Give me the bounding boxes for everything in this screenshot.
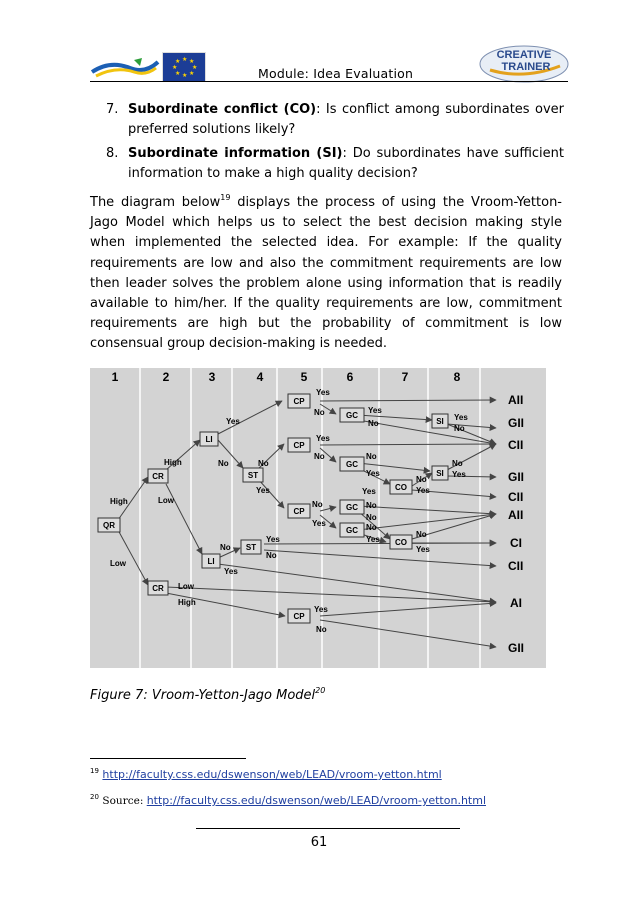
footnote-prefix: Source: [102,795,147,807]
svg-text:QR: QR [103,521,115,530]
edge-label: Yes [266,535,280,544]
footer-rule [196,828,460,829]
svg-text:CR: CR [152,472,164,481]
svg-text:GC: GC [346,411,358,420]
node-cp-4 [288,609,310,623]
list-number: 8. [106,146,119,161]
node-li-top [200,432,218,446]
edge-label: No [366,452,377,461]
header-rule [90,81,568,82]
footnote-19 [90,768,442,781]
edge-label: No [366,513,377,522]
list-item [106,144,564,184]
edge-label: No [416,530,427,539]
edge-label: Yes [366,469,380,478]
node-cr-high [148,469,168,483]
paragraph-text-start: The diagram below [90,195,221,210]
edge-label: No [452,459,463,468]
node-gc-3 [340,500,364,514]
edge-label: High [178,598,196,607]
list-number: 7. [106,102,119,117]
outcome-label: CII [508,490,524,504]
edge-label: No [416,475,427,484]
node-gc-4 [340,523,364,537]
node-gc-2 [340,457,364,471]
list-text: : Is conflict among subordinates over preferred solutions likely? [128,102,564,137]
paragraph-text-rest: displays the process of using the Vroom-Yetton-Jago Model which helps us to select the best decision making style when implemented the selected idea. For example: If the quality requirements are low and also the commitment requirements are low then leader solves the problem alone using information that is readily available to him/her. If the quality requirements are low, commitment requirements are high but the probability of commitment is low consensual group decision-making is needed. [90,195,562,352]
svg-text:CP: CP [293,441,305,450]
body-paragraph [90,193,562,355]
outcome-label: AII [508,508,524,522]
column-number: 4 [256,370,264,384]
edge-label: Yes [366,535,380,544]
edge-label: Yes [316,434,330,443]
lifelong-learning-logo [90,56,160,78]
edge-label: Yes [224,567,238,576]
edge-label: Yes [452,470,466,479]
edge-label: No [454,424,465,433]
edge-label: No [314,452,325,461]
outcome-label: GII [508,470,525,484]
column-number: 5 [300,370,308,384]
column-number: 1 [111,370,119,384]
caption-text: Figure 7: Vroom-Yetton-Jago Model [90,688,316,703]
svg-text:GC: GC [346,526,358,535]
node-cp-1 [288,394,310,408]
edge-label: Yes [416,545,430,554]
footnote-20 [90,794,486,807]
svg-text:SI: SI [436,417,444,426]
list-term: Subordinate information (SI) [128,146,343,161]
edge-label: No [366,501,377,510]
node-co-2 [390,535,412,549]
svg-text:ST: ST [245,543,257,552]
figure-caption [90,688,325,703]
list-item [106,100,564,140]
edge-label: Yes [312,519,326,528]
column-number: 7 [401,370,409,384]
list-term: Subordinate conflict (CO) [128,102,317,117]
logo-word-2: TRAINER [501,61,551,73]
edge-label: Yes [416,486,430,495]
svg-text:SI: SI [436,469,444,478]
outcome-label: CI [510,536,522,550]
list-text: : Do subordinates have sufficient information to make a high quality decision? [128,146,564,181]
edge-label: No [220,543,231,552]
edge-label: Yes [226,417,240,426]
edge-label: No [218,459,229,468]
outcome-label: AII [508,393,524,407]
node-cr-low [148,581,168,595]
svg-text:CP: CP [293,612,305,621]
edge-label: Yes [362,487,376,496]
svg-text:CP: CP [293,397,305,406]
vroom-yetton-jago-diagram [90,368,546,668]
svg-text:GC: GC [346,460,358,469]
edge-label: No [366,523,377,532]
footnote-rule [90,758,246,759]
edge-label: Yes [368,406,382,415]
column-number: 2 [162,370,170,384]
svg-text:ST: ST [247,471,259,480]
column-number: 3 [208,370,216,384]
column-number: 6 [346,370,354,384]
footnote-ref-20[interactable]: 20 [315,686,326,695]
outcome-label: GII [508,416,525,430]
footnote-ref-19[interactable]: 19 [220,193,231,202]
outcome-label: GII [508,641,525,655]
edge-label: Yes [454,413,468,422]
node-st-bottom [241,540,261,554]
outcome-label: CII [508,438,524,452]
edge-label: Low [178,582,194,591]
svg-text:CO: CO [395,538,407,547]
edge-label: No [266,551,277,560]
criteria-list [106,100,564,188]
edge-label: High [164,458,182,467]
footnote-number: 20 [90,793,99,801]
svg-text:LI: LI [205,435,213,444]
edge-label: Yes [314,605,328,614]
header-title: Module: Idea Evaluation [258,66,414,81]
node-gc-1 [340,408,364,422]
page-header [90,38,568,82]
node-co-1 [390,480,412,494]
edge-label: No [312,500,323,509]
edge-label: Yes [316,388,330,397]
page-number: 61 [310,835,328,850]
footnote-number: 19 [90,767,99,775]
outcome-label: AI [510,596,522,610]
eu-flag-logo: ★ ★ ★ ★ ★ ★ ★ ★ [162,52,206,82]
edge-label: No [314,408,325,417]
svg-text:GC: GC [346,503,358,512]
node-cp-2 [288,438,310,452]
footnote-link[interactable]: http://faculty.css.edu/dswenson/web/LEAD/vroom-yetton.html [146,794,486,807]
node-cp-3 [288,504,310,518]
decision-tree [90,368,546,668]
column-number: 8 [453,370,461,384]
node-li-bottom [202,554,220,568]
edge-label: Low [110,559,126,568]
node-st-top [243,468,263,482]
footnote-link[interactable]: http://faculty.css.edu/dswenson/web/LEAD/vroom-yetton.html [102,768,442,781]
outcome-label: CII [508,559,524,573]
edge-label: High [110,497,128,506]
edge-label: No [368,419,379,428]
logo-word-1: CREATIVE [496,49,552,61]
edge-label: Yes [256,486,270,495]
creative-trainer-logo [478,40,570,84]
svg-text:CO: CO [395,483,407,492]
svg-text:CP: CP [293,507,305,516]
node-si-1 [432,414,448,428]
svg-text:CR: CR [152,584,164,593]
node-qr [98,518,120,532]
edge-label: Low [158,496,174,505]
edge-label: No [316,625,327,634]
node-si-2 [432,466,448,480]
edge-label: No [258,459,269,468]
svg-text:LI: LI [207,557,215,566]
